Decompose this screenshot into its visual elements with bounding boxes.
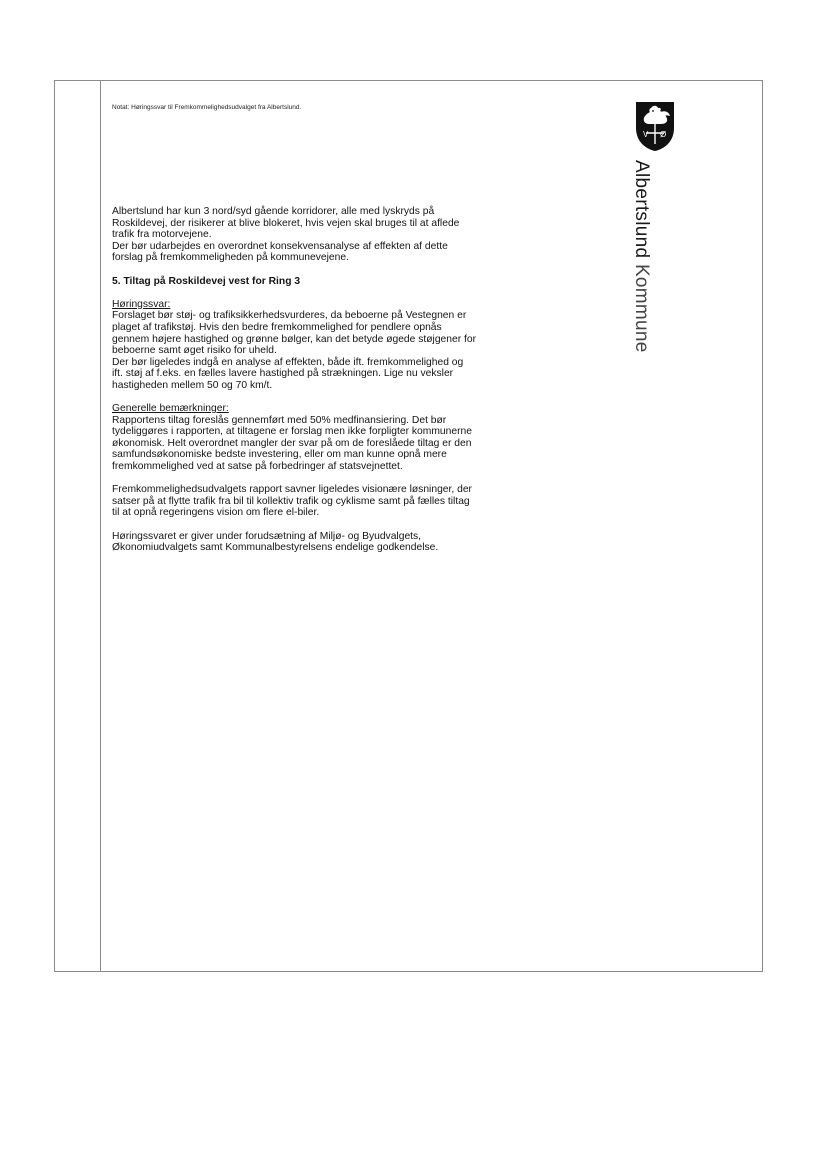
text-line: fremkommelighed ved at satse på forbedringer af statsvejnettet. [112,461,403,473]
document-body [112,206,512,554]
text-line: samfundsøkonomiske bedste investering, eller om man kunne opnå mere [112,449,447,461]
logo-letter-oe: Ø [660,130,667,139]
text-line: Økonomiudvalgets samt Kommunalbestyrelsens endelige godkendelse. [112,542,439,554]
horingssvar-heading: Høringssvar: [112,298,171,310]
albertslund-rooster-crest-icon [634,100,676,152]
text-line: tydeliggøres i rapporten, at tiltagene er forslag men ikke forpligter kommunerne [112,426,472,438]
brand-wordmark [620,160,662,353]
text-line: Roskildevej, der risikerer at blive blokeret, hvis vejen skal bruges til at aflede [112,217,460,229]
text-line: økonomisk. Helt overordnet mangler der svar på om de foreslåede tiltag er den [112,437,472,449]
logo-letter-v: V [643,130,649,139]
text-line: til at opnå regeringens vision om flere el-biler. [112,507,320,519]
intro-paragraph [112,206,512,264]
text-line: satser på at flytte trafik fra bil til kollektiv trafik og cyklisme samt på fælles tiltag [112,495,470,507]
header-note: Notat: Høringssvar til Fremkommelighedsudvalget fra Albertslund. [112,104,302,111]
generelle-paragraph [112,415,512,473]
brand-name-light: Kommune [631,258,652,353]
text-line: plaget af trafikstøj. Hvis den bedre fremkommelighed for pendlere opnås [112,321,442,333]
text-line: hastigheden mellem 50 og 70 km/t. [112,379,273,391]
section-heading: 5. Tiltag på Roskildevej vest for Ring 3 [112,275,301,287]
margin-divider [100,80,101,972]
text-line: Rapportens tiltag foreslås gennemført med 50% medfinansiering. Det bør [112,414,447,426]
horingssvar-paragraph [112,310,512,391]
text-line: Der bør udarbejdes en overordnet konsekvensanalyse af effekten af dette [112,240,448,252]
text-line: Fremkommelighedsudvalgets rapport savner ligeledes visionære løsninger, der [112,484,472,496]
text-line: gennem højere hastighed og grønne bølger, kan det betyde øgede støjgener for [112,333,477,345]
closing-paragraph [112,531,512,554]
text-line: forslag på fremkommeligheden på kommunevejene. [112,252,349,264]
brand-name-strong: Albertslund [631,160,652,259]
text-line: ift. støj af f.eks. en fælles lavere hastighed på strækningen. Lige nu veksler [112,368,454,380]
rapport-paragraph [112,484,512,519]
text-line: beboerne samt øget risiko for uheld. [112,345,277,357]
text-line: Høringssvaret er giver under forudsætning af Miljø- og Byudvalgets, [112,530,422,542]
text-line: trafik fra motorvejene. [112,229,212,241]
text-line: Der bør ligeledes indgå en analyse af effekten, både ift. fremkommelighed og [112,356,464,368]
generelle-heading: Generelle bemærkninger: [112,403,229,415]
text-line: Albertslund har kun 3 nord/syd gående korridorer, alle med lyskryds på [112,206,435,217]
text-line: Forslaget bør støj- og trafiksikkerhedsvurderes, da beboerne på Vestegnen er [112,310,467,322]
